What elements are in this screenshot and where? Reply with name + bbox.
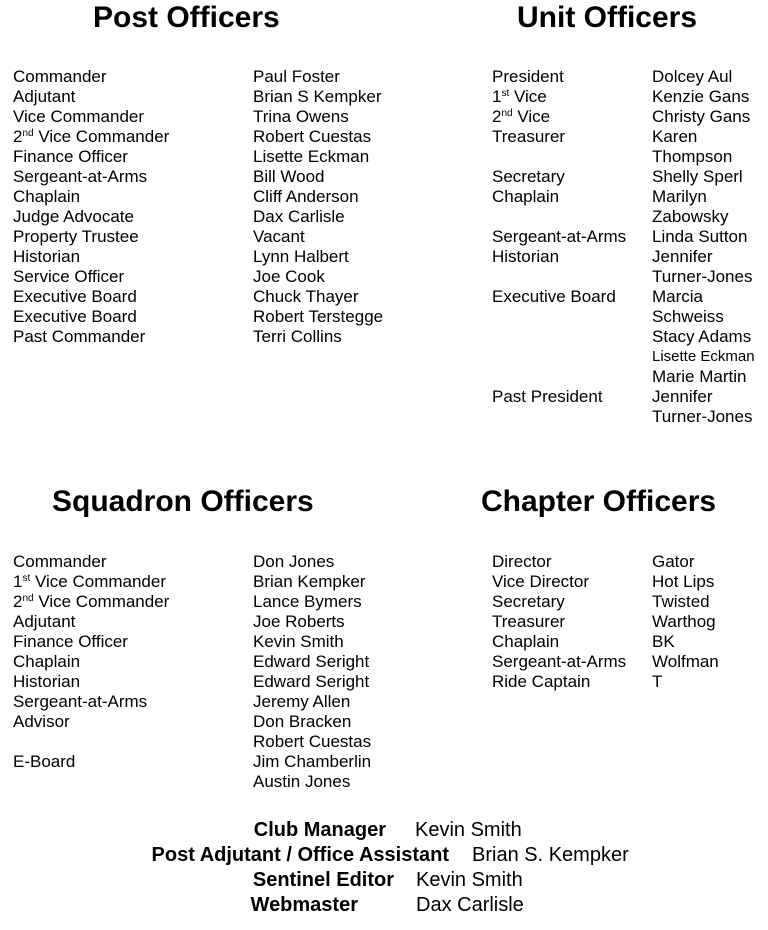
officer-role xyxy=(492,167,626,187)
officer-name: Kenzie Gans xyxy=(652,87,750,106)
role-text: Historian xyxy=(13,672,81,691)
role-text: Adjutant xyxy=(13,87,76,106)
officer-name: Linda Sutton xyxy=(652,227,748,246)
role-text: 2 xyxy=(13,127,23,146)
officer-name: Shelly Sperl xyxy=(652,167,743,186)
role-text: Finance Officer xyxy=(13,147,128,166)
role-text: Vice Commander xyxy=(13,107,145,126)
officer-role xyxy=(492,572,626,592)
officer-name: Lance Bymers xyxy=(253,592,362,611)
post-roles-column xyxy=(13,67,169,347)
role-text: Finance Officer xyxy=(13,632,128,651)
officer-name: T xyxy=(652,672,663,691)
role-text: Judge Advocate xyxy=(13,207,134,226)
officer-role xyxy=(492,592,626,612)
officer-name: Marie Martin xyxy=(652,367,747,386)
officer-role xyxy=(13,207,169,227)
officer-name: Lisette Eckman xyxy=(652,348,755,365)
role-ordinal-suffix: st xyxy=(22,573,31,584)
officer-name: Joe Cook xyxy=(253,267,325,286)
role-text: Vice Director xyxy=(492,572,589,591)
officer-role xyxy=(13,127,169,147)
footer-name: Dax Carlisle xyxy=(416,894,524,916)
officer-name: BK xyxy=(652,632,675,651)
officer-role xyxy=(492,107,626,127)
footer-title: Webmaster xyxy=(250,894,358,916)
officer-role xyxy=(13,652,169,672)
officer-role xyxy=(13,612,169,632)
officer-role xyxy=(13,107,169,127)
officer-name: Lisette Eckman xyxy=(253,147,370,166)
officer-role xyxy=(13,87,169,107)
officer-role xyxy=(13,572,169,592)
officer-role xyxy=(492,67,626,87)
officer-name: Bill Wood xyxy=(253,167,325,186)
officer-name: Zabowsky xyxy=(652,207,729,226)
footer-name: Kevin Smith xyxy=(416,869,523,891)
officer-role xyxy=(492,632,626,652)
role-text: Historian xyxy=(492,247,560,266)
role-text: Past Commander xyxy=(13,327,146,346)
footer-title: Club Manager xyxy=(253,819,386,841)
unit-names-column xyxy=(652,67,755,427)
officer-role xyxy=(492,652,626,672)
officer-name: Turner-Jones xyxy=(652,407,753,426)
footer-title: Post Adjutant / Office Assistant xyxy=(151,844,449,866)
officer-name: Vacant xyxy=(253,227,305,246)
role-text: Sergeant-at-Arms xyxy=(13,692,148,711)
officer-role xyxy=(492,327,626,347)
officer-role xyxy=(492,247,626,267)
squadron-roles-column xyxy=(13,552,169,772)
chapter-roles-column xyxy=(492,552,626,692)
officer-name: Jennifer xyxy=(652,247,713,266)
officer-name: Edward Seright xyxy=(253,672,370,691)
officer-role xyxy=(492,367,626,387)
officer-name: Robert Terstegge xyxy=(253,307,384,326)
officer-name: Paul Foster xyxy=(253,67,340,86)
footer-title: Sentinel Editor xyxy=(252,869,394,891)
role-text: Chaplain xyxy=(13,652,81,671)
role-text: Sergeant-at-Arms xyxy=(492,227,627,246)
role-text: Director xyxy=(492,552,552,571)
officer-role xyxy=(492,387,626,407)
officer-name: Terri Collins xyxy=(253,327,342,346)
officer-name: Austin Jones xyxy=(253,772,351,791)
role-text: President xyxy=(492,67,564,86)
role-text: Sergeant-at-Arms xyxy=(13,167,148,186)
officer-name: Turner-Jones xyxy=(652,267,753,286)
officer-name: Schweiss xyxy=(652,307,724,326)
officer-role xyxy=(492,147,626,167)
role-text: Commander xyxy=(13,552,107,571)
officer-name: Chuck Thayer xyxy=(253,287,359,306)
role-text: Property Trustee xyxy=(13,227,139,246)
role-text: Treasurer xyxy=(492,612,566,631)
officer-name: Warthog xyxy=(652,612,716,631)
role-text: Secretary xyxy=(492,592,565,611)
officer-name: Cliff Anderson xyxy=(253,187,359,206)
officer-role xyxy=(492,207,626,227)
squadron-officers-heading: Squadron Officers xyxy=(52,485,314,518)
officer-name: Don Jones xyxy=(253,552,335,571)
officer-role xyxy=(492,187,626,207)
officer-role xyxy=(13,752,169,772)
officer-role xyxy=(13,147,169,167)
officer-role xyxy=(13,287,169,307)
role-text-rest: Vice xyxy=(509,87,547,106)
officer-role xyxy=(13,692,169,712)
officer-name: Lynn Halbert xyxy=(253,247,349,266)
officer-role xyxy=(13,712,169,732)
officer-role xyxy=(13,167,169,187)
post-names-column xyxy=(253,67,383,347)
officer-name: Stacy Adams xyxy=(652,327,752,346)
officer-name: Don Bracken xyxy=(253,712,352,731)
officer-role xyxy=(492,287,626,307)
officer-name: Jim Chamberlin xyxy=(253,752,372,771)
officer-name: Twisted xyxy=(652,592,710,611)
role-ordinal-suffix: nd xyxy=(22,128,34,139)
role-text-rest: Vice Commander xyxy=(33,592,170,611)
officer-name: Brian Kempker xyxy=(253,572,366,591)
officer-name: Hot Lips xyxy=(652,572,715,591)
officer-role xyxy=(13,247,169,267)
role-text-rest: Vice Commander xyxy=(30,572,166,591)
officer-name: Dolcey Aul xyxy=(652,67,733,86)
officer-role xyxy=(492,612,626,632)
officer-role xyxy=(13,67,169,87)
role-text: Executive Board xyxy=(13,287,137,306)
role-text: Sergeant-at-Arms xyxy=(492,652,627,671)
role-text: Historian xyxy=(13,247,81,266)
unit-roles-column xyxy=(492,67,626,407)
role-text-rest: Vice Commander xyxy=(33,127,170,146)
officer-name: Marcia xyxy=(652,287,704,306)
officer-name: Gator xyxy=(652,552,695,571)
role-text: 2 xyxy=(13,592,23,611)
officer-role xyxy=(13,267,169,287)
role-text: Executive Board xyxy=(492,287,616,306)
role-text: Executive Board xyxy=(13,307,137,326)
role-text: Ride Captain xyxy=(492,672,591,691)
officer-role xyxy=(13,187,169,207)
officer-role xyxy=(13,632,169,652)
role-text: Treasurer xyxy=(492,127,566,146)
officer-role xyxy=(13,732,169,752)
officer-name: Wolfman xyxy=(652,652,719,671)
role-text: Secretary xyxy=(492,167,565,186)
officer-name: Dax Carlisle xyxy=(253,207,345,226)
officer-role xyxy=(13,327,169,347)
officer-role xyxy=(492,672,626,692)
officer-name: Robert Cuestas xyxy=(253,127,372,146)
officer-role xyxy=(13,552,169,572)
officer-role xyxy=(13,307,169,327)
officer-name: Jennifer xyxy=(652,387,713,406)
officer-name: Jeremy Allen xyxy=(253,692,351,711)
role-text: Service Officer xyxy=(13,267,125,286)
footer-name: Brian S. Kempker xyxy=(472,844,629,866)
unit-officers-heading: Unit Officers xyxy=(517,1,698,34)
officer-role xyxy=(13,672,169,692)
officer-name: Thompson xyxy=(652,147,733,166)
role-text: Past President xyxy=(492,387,603,406)
role-text: Chaplain xyxy=(492,187,560,206)
role-text: 2 xyxy=(492,107,502,126)
officer-role xyxy=(492,267,626,287)
officer-role xyxy=(492,347,626,367)
officer-name: Edward Seright xyxy=(253,652,370,671)
officer-role xyxy=(13,227,169,247)
officer-name: Marilyn xyxy=(652,187,707,206)
role-ordinal-suffix: st xyxy=(501,88,510,99)
role-text: 1 xyxy=(492,87,502,106)
role-text: Advisor xyxy=(13,712,70,731)
post-officers-heading: Post Officers xyxy=(93,1,280,34)
officer-role xyxy=(492,307,626,327)
officer-name: Trina Owens xyxy=(253,107,349,126)
role-ordinal-suffix: nd xyxy=(501,108,513,119)
chapter-officers-heading: Chapter Officers xyxy=(481,485,717,518)
officer-role xyxy=(492,87,626,107)
officer-name: Robert Cuestas xyxy=(253,732,372,751)
chapter-names-column xyxy=(652,552,719,692)
role-text-rest: Vice xyxy=(512,107,551,126)
role-text: Commander xyxy=(13,67,107,86)
role-text: Adjutant xyxy=(13,612,76,631)
squadron-names-column xyxy=(253,552,371,792)
officer-name: Karen xyxy=(652,127,698,146)
officer-name: Joe Roberts xyxy=(253,612,345,631)
footer-name: Kevin Smith xyxy=(415,819,522,841)
officer-name: Kevin Smith xyxy=(253,632,344,651)
role-text: E-Board xyxy=(13,752,76,771)
role-text: Chaplain xyxy=(13,187,81,206)
officer-role xyxy=(492,227,626,247)
officer-role xyxy=(492,127,626,147)
officer-name: Christy Gans xyxy=(652,107,751,126)
officer-role xyxy=(13,592,169,612)
role-text: Chaplain xyxy=(492,632,560,651)
role-ordinal-suffix: nd xyxy=(22,593,34,604)
officer-role xyxy=(492,552,626,572)
role-text: 1 xyxy=(13,572,23,591)
officer-name: Brian S Kempker xyxy=(253,87,382,106)
